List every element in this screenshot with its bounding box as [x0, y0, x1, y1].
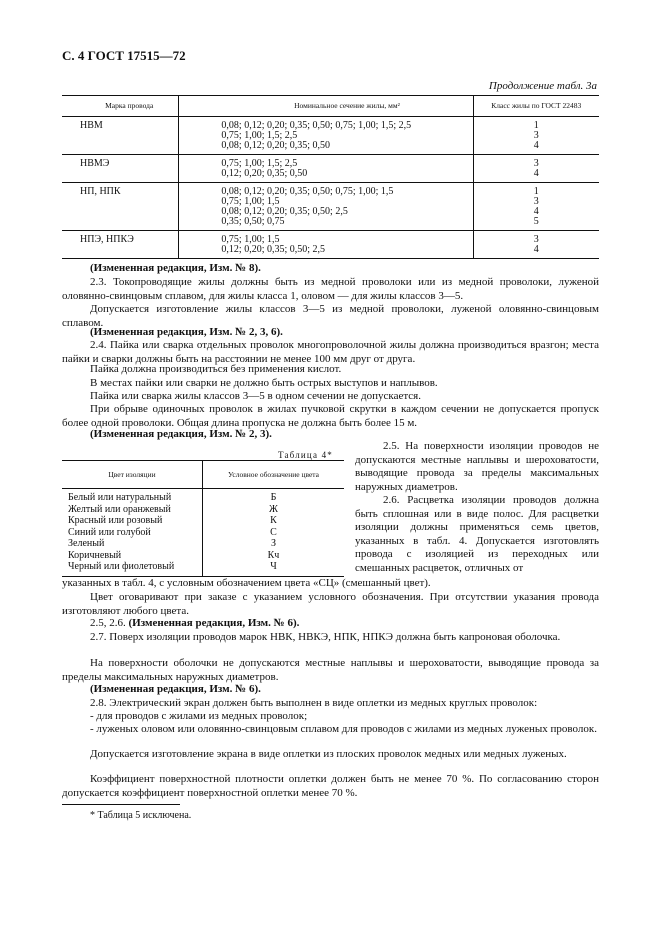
cell-color: Красный или розовый	[62, 515, 203, 527]
cell-code: Кч	[267, 549, 280, 561]
amendment-note: (Измененная редакция, Изм. № 8).	[90, 262, 261, 274]
section-line: 0,12; 0,20; 0,35; 0,50; 2,5	[221, 244, 326, 255]
clause-2-6: 2.6. Расцветка изоляции проводов должна быть сплошная или в виде полос. Для расцветки изоляции должны применяться семь цветов, указанных в табл. 4. Допускается изготовлять провода с изоляцией из переходных или смешанных расцветок, отличных от	[355, 494, 599, 574]
amendment-ref: (Измененная редакция, Изм. № 6).	[128, 617, 300, 629]
table-row	[62, 183, 599, 231]
section-line: 0,08; 0,12; 0,20; 0,35; 0,50; 0,75; 1,00; 1,5	[221, 186, 394, 197]
clause-2-8-item: - для проводов с жилами из медных проволок;	[90, 710, 308, 722]
col-header-section: Номинальное сечение жилы, мм²	[179, 96, 473, 117]
section-line: 0,75; 1,00; 1,5; 2,5	[221, 130, 298, 141]
cell-sections	[179, 183, 473, 231]
table-row	[62, 515, 344, 527]
col-header-color: Цвет изоляции	[62, 461, 203, 489]
table-row	[62, 527, 344, 539]
clause-numbers: 2.5, 2.6.	[90, 617, 126, 629]
clause-2-4-paragraph: При обрыве одиночных проволок в жилах пучковой скрутки в каждом сечении не допускается пропуск более одной проволоки. Общая длина пропуска не должна быть более 15 м.	[62, 403, 599, 429]
table-row	[62, 504, 344, 516]
cell-color: Коричневый	[62, 550, 203, 562]
class-value: 3	[533, 234, 539, 245]
clause-2-4-paragraph: Пайка или сварка жилы классов 3—5 в одном сечении не допускается.	[90, 390, 421, 402]
class-value: 3	[533, 130, 539, 141]
class-value: 4	[533, 206, 539, 217]
cell-mark: НВМЭ	[62, 155, 179, 183]
section-line: 0,35; 0,50; 0,75	[221, 216, 285, 227]
col-header-class: Класс жилы по ГОСТ 22483	[473, 96, 599, 117]
cell-color: Белый или натуральный	[62, 489, 203, 504]
clause-2-8-paragraph: Коэффициент поверхностной плотности оплетки должен быть не менее 70 %. По согласованию сторон допускается коэффициент поверхностной оплетки менее 70 %.	[62, 773, 599, 799]
cell-classes	[473, 117, 599, 155]
table-row	[62, 489, 344, 504]
clause-2-4: 2.4. Пайка или сварка отдельных проволок многопроволочной жилы должна производиться вразгон; места пайки и сварки должны быть на расстоянии не менее 100 мм друг от друга.	[62, 339, 599, 365]
cell-mark: НВМ	[62, 117, 179, 155]
class-value: 3	[533, 196, 539, 207]
clause-2-8-paragraph: Допускается изготовление экрана в виде оплетки из плоских проволок медных или медных луженых.	[90, 748, 567, 760]
cell-code: Б	[270, 492, 277, 503]
cell-code: С	[270, 526, 277, 538]
table-row	[62, 117, 599, 155]
table-row	[62, 561, 344, 576]
cell-classes	[473, 155, 599, 183]
section-line: 0,75; 1,00; 1,5	[221, 234, 280, 245]
cell-color: Черный или фиолетовый	[62, 561, 203, 576]
cell-classes	[473, 183, 599, 231]
amendment-note: (Измененная редакция, Изм. № 2, 3).	[90, 428, 272, 440]
cell-code: Ж	[269, 503, 278, 515]
cell-color: Зеленый	[62, 538, 203, 550]
section-line: 0,08; 0,12; 0,20; 0,35; 0,50	[221, 140, 331, 151]
clause-2-8: 2.8. Электрический экран должен быть выполнен в виде оплетки из медных круглых проволок:	[90, 697, 538, 709]
section-line: 0,08; 0,12; 0,20; 0,35; 0,50; 2,5	[221, 206, 348, 217]
table-row	[62, 231, 599, 259]
class-value: 4	[533, 244, 539, 255]
cell-sections	[179, 117, 473, 155]
footnote-divider	[62, 804, 180, 805]
clause-2-3-paragraph: Допускается изготовление жилы классов 3—5 из медной проволоки, луженой оловянно-свинцовым сплавом.	[62, 303, 599, 329]
cell-mark: НПЭ, НПКЭ	[62, 231, 179, 259]
table-row	[62, 550, 344, 562]
class-value: 1	[533, 120, 539, 131]
section-line: 0,75; 1,00; 1,5	[221, 196, 280, 207]
footnote: * Таблица 5 исключена.	[90, 810, 192, 821]
class-value: 5	[533, 216, 539, 227]
cell-sections	[179, 231, 473, 259]
amendment-note: (Измененная редакция, Изм. № 2, 3, 6).	[90, 326, 283, 338]
col-header-code: Условное обозначение цвета	[203, 461, 345, 489]
table-3a	[62, 95, 599, 259]
cell-color: Желтый или оранжевый	[62, 504, 203, 516]
cell-code: З	[270, 538, 276, 549]
section-line: 0,75; 1,00; 1,5; 2,5	[221, 158, 298, 169]
table-continuation-label: Продолжение табл. 3а	[488, 80, 597, 92]
clause-2-7: 2.7. Поверх изоляции проводов марок НВК, НВКЭ, НПК, НПКЭ должна быть капроновая оболочка.	[90, 631, 561, 643]
cell-code: К	[270, 515, 277, 526]
cell-mark: НП, НПК	[62, 183, 179, 231]
table-row	[62, 538, 344, 550]
amendment-note	[90, 617, 299, 631]
cell-code: Ч	[203, 561, 345, 576]
col-header-mark: Марка провода	[62, 96, 179, 117]
amendment-note: (Измененная редакция, Изм. № 6).	[90, 683, 261, 695]
class-value: 1	[533, 186, 539, 197]
class-value: 3	[533, 158, 539, 169]
table-row	[62, 155, 599, 183]
page-header: С. 4 ГОСТ 17515—72	[62, 48, 186, 63]
clause-2-5: 2.5. На поверхности изоляции проводов не допускаются местные наплывы и шероховатости, выводящие провода за пределы максимальных наружных диаметров.	[355, 440, 599, 493]
section-line: 0,08; 0,12; 0,20; 0,35; 0,50; 0,75; 1,00; 1,5; 2,5	[221, 120, 412, 131]
clause-2-7-paragraph: На поверхности оболочки не допускаются местные наплывы и шероховатости, выводящие провода за пределы максимальных наружных диаметров.	[62, 657, 599, 683]
table-4	[62, 460, 344, 577]
class-value: 4	[533, 140, 539, 151]
cell-classes	[473, 231, 599, 259]
cell-color: Синий или голубой	[62, 527, 203, 539]
clause-2-3: 2.3. Токопроводящие жилы должны быть из медной проволоки или из медной проволоки, луженой оловянно-свинцовым сплавом, для жилы класса 1, оловом — для жилы классов 3—5.	[62, 276, 599, 302]
clause-2-8-item: - луженых оловом или оловянно-свинцовым сплавом для проводов с жилами из медных луженых проволок.	[90, 723, 597, 735]
cell-sections	[179, 155, 473, 183]
clause-2-6-continued: указанных в табл. 4, с условным обозначением цвета «СЦ» (смешанный цвет).	[62, 577, 431, 589]
clause-2-4-paragraph: В местах пайки или сварки не должно быть острых выступов и наплывов.	[90, 377, 438, 389]
clause-2-4-paragraph: Пайка должна производиться без применения кислот.	[90, 363, 342, 375]
class-value: 4	[533, 168, 539, 179]
table-4-caption: Таблица 4*	[278, 450, 333, 460]
clause-2-6-paragraph: Цвет оговаривают при заказе с указанием условного обозначения. При отсутствии указания провода изготовляют любого цвета.	[62, 591, 599, 617]
section-line: 0,12; 0,20; 0,35; 0,50	[221, 168, 308, 179]
